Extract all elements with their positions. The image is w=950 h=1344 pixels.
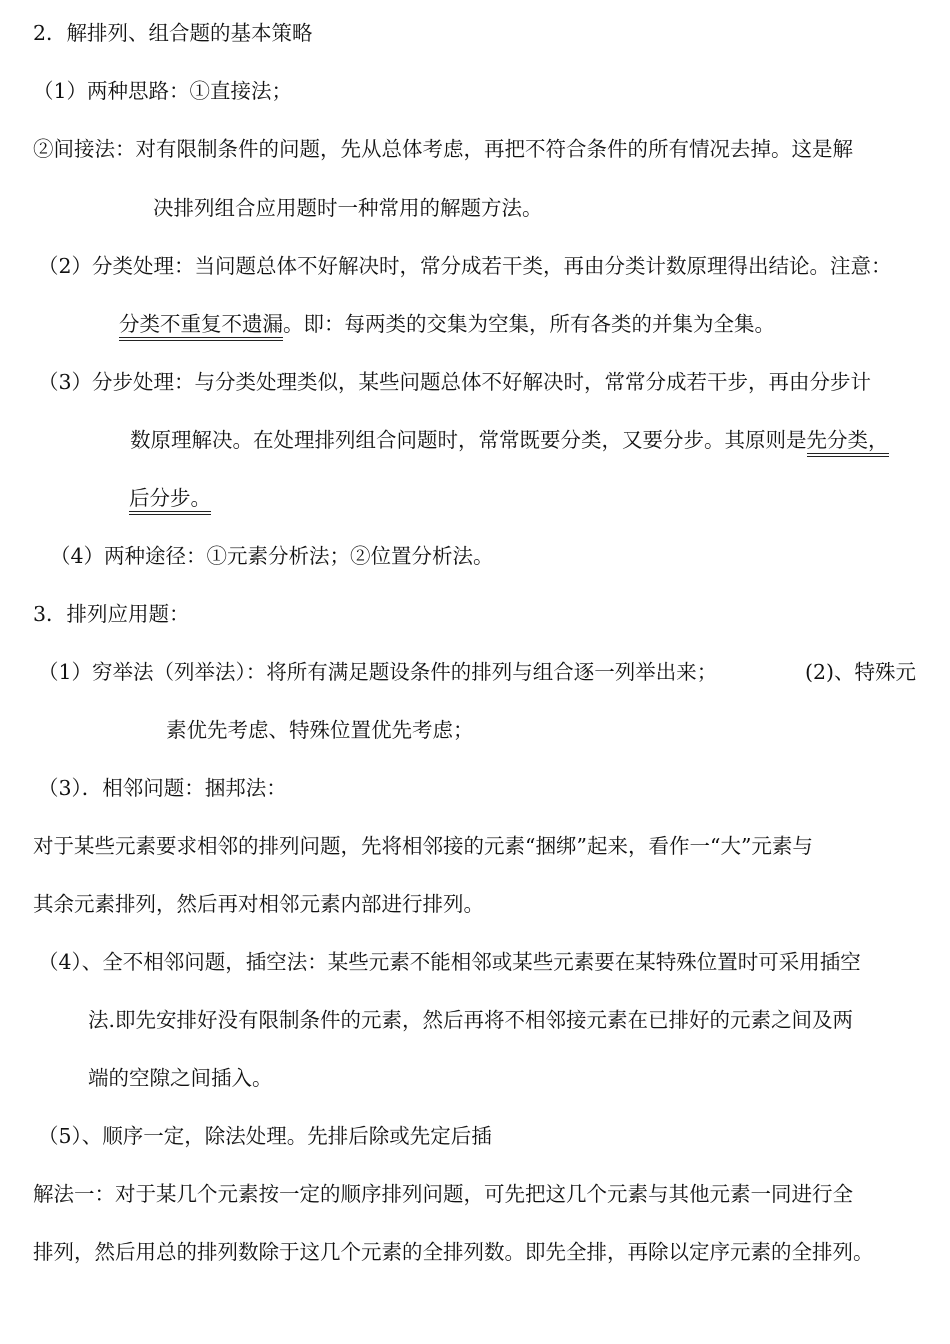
method-4-line-1: （4）、全不相邻问题，插空法：某些元素不能相邻或某些元素要在某特殊位置时可采用插空 — [38, 950, 861, 974]
indirect-method-line-1: ②间接法：对有限制条件的问题，先从总体考虑，再把不符合条件的所有情况去掉。这是解 — [33, 137, 853, 161]
method-5-heading: （5）、顺序一定，除法处理。先排后除或先定后插 — [38, 1124, 492, 1148]
method-4-line-3: 端的空隙之间插入。 — [88, 1066, 273, 1090]
emphasis-underline: 分类不重复不遗漏 — [119, 312, 283, 341]
method-3-body-line-2: 其余元素排列，然后再对相邻元素内部进行排列。 — [33, 892, 484, 916]
method-5-body-line-1: 解法一：对于某几个元素按一定的顺序排列问题，可先把这几个元素与其他元素一同进行全 — [33, 1182, 853, 1206]
strategy-4-line: （4）两种途径：①元素分析法；②位置分析法。 — [50, 544, 494, 568]
strategy-2-line-2-text: 。即：每两类的交集为空集，所有各类的并集为全集。 — [283, 312, 775, 336]
strategy-1-line: （1）两种思路：①直接法； — [33, 79, 293, 103]
method-1-line-1: （1）穷举法（列举法）：将所有满足题设条件的排列与组合逐一列举出来； — [38, 660, 718, 684]
method-4-line-2: 法.即先安排好没有限制条件的元素，然后再将不相邻接元素在已排好的元素之间及两 — [88, 1008, 854, 1032]
method-5-body-line-2: 排列，然后用总的排列数除于这几个元素的全排列数。即先全排，再除以定序元素的全排列。 — [33, 1240, 874, 1264]
method-3-body-line-1: 对于某些元素要求相邻的排列问题，先将相邻接的元素“捆绑”起来，看作一“大”元素与 — [33, 834, 813, 858]
method-3-heading: （3）．相邻问题：捆邦法： — [38, 776, 287, 800]
strategy-3-line-1: （3）分步处理：与分类处理类似，某些问题总体不好解决时，常常分成若干步，再由分步计 — [38, 370, 872, 394]
emphasis-underline: 先分类， — [807, 428, 889, 457]
strategy-3-line-3 — [129, 484, 211, 512]
emphasis-underline: 后分步。 — [129, 486, 211, 515]
strategy-2-line-1: （2）分类处理：当问题总体不好解决时，常分成若干类，再由分类计数原理得出结论。注意： — [38, 254, 892, 278]
method-2-start: (2)、特殊元 — [805, 660, 917, 684]
strategy-3-line-2-text: 数原理解决。在处理排列组合问题时，常常既要分类，又要分步。其原则是 — [130, 428, 807, 452]
section-3-heading: 3．排列应用题： — [33, 602, 190, 626]
strategy-2-line-2 — [119, 310, 775, 338]
section-2-heading: 2．解排列、组合题的基本策略 — [33, 21, 313, 45]
strategy-3-line-2 — [130, 426, 889, 454]
method-1-line-2: 素优先考虑、特殊位置优先考虑； — [166, 718, 474, 742]
indirect-method-line-2: 决排列组合应用题时一种常用的解题方法。 — [153, 196, 543, 220]
